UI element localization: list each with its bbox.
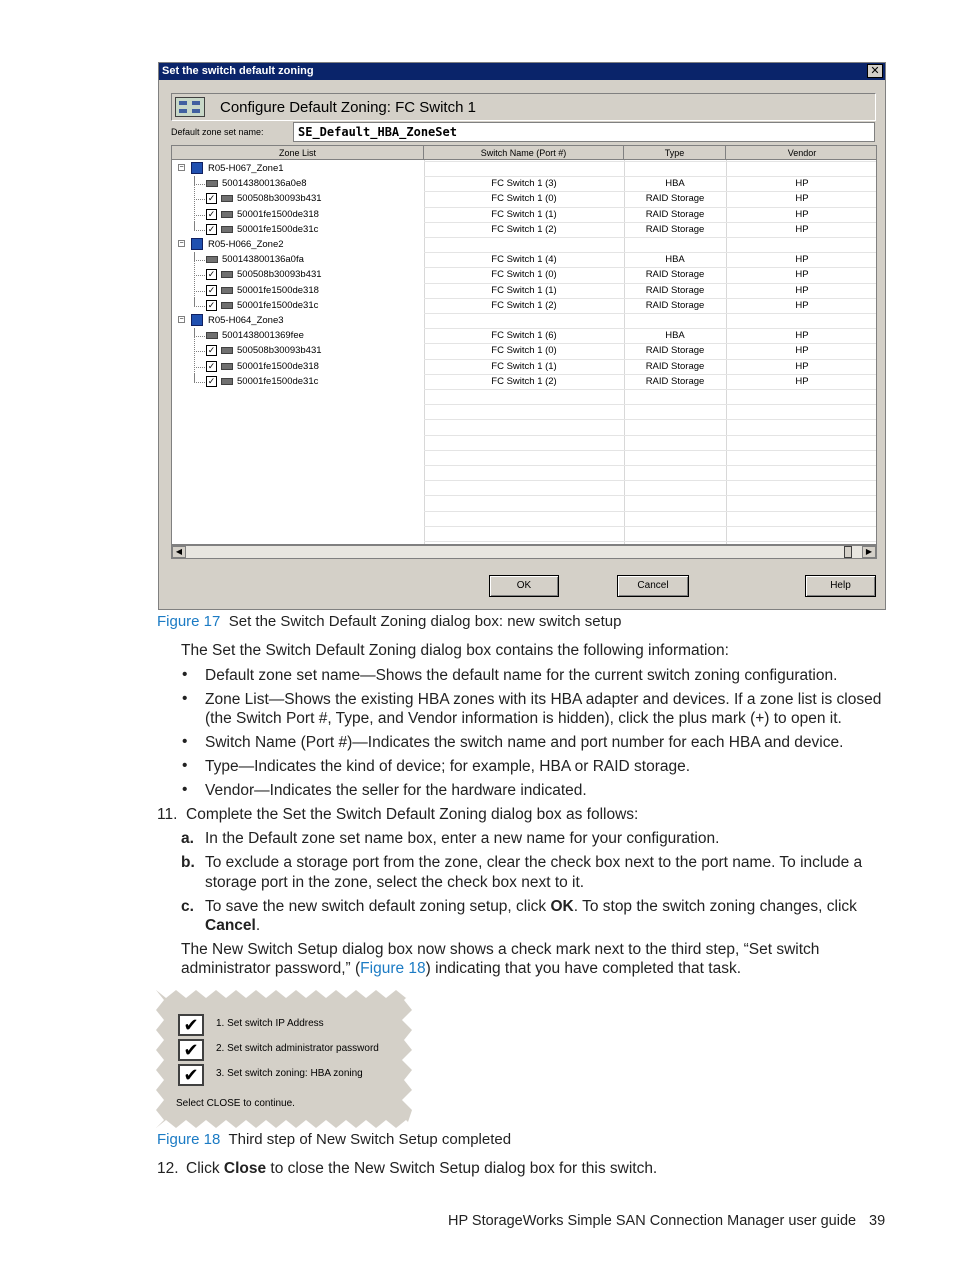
- step-c-text: To save the new switch default zoning setup, click OK. To stop the switch zoning changes, click: [205, 898, 857, 915]
- storage-icon: [221, 226, 233, 233]
- hba-icon: [206, 256, 218, 263]
- step-b-text-cont: storage port in the zone, select the check box next to it.: [205, 874, 585, 891]
- storage-icon: [221, 363, 233, 370]
- zoning-icon: [175, 97, 205, 117]
- zone-name: R05-H067_Zone1: [208, 163, 284, 174]
- zone-list-cell: [172, 267, 424, 282]
- zone-list-cell: [172, 283, 424, 298]
- hba-icon: [206, 180, 218, 187]
- figure-18-text: Third step of New Switch Setup completed: [228, 1131, 512, 1148]
- dialog-header: [171, 93, 876, 121]
- vendor-cell: HP: [795, 299, 809, 311]
- hba-icon: [206, 332, 218, 339]
- device-wwn: 50001fe1500de318: [237, 208, 319, 220]
- column-header-switch-name[interactable]: Switch Name (Port #): [424, 146, 624, 160]
- storage-icon: [221, 287, 233, 294]
- device-row[interactable]: [172, 176, 877, 191]
- zone-list-cell: [172, 176, 424, 191]
- step-a-text: In the Default zone set name box, enter a new name for your configuration.: [205, 830, 720, 847]
- zone-row[interactable]: [172, 161, 877, 176]
- zone-list-cell: [172, 374, 424, 389]
- port-checkbox[interactable]: ✓: [207, 360, 216, 371]
- port-checkbox[interactable]: ✓: [207, 284, 216, 295]
- switch-name-cell: FC Switch 1 (2): [491, 299, 557, 311]
- zoning-dialog: [158, 62, 886, 610]
- zone-row[interactable]: [172, 237, 877, 252]
- dialog-title: Set the switch default zoning: [162, 65, 314, 77]
- device-row[interactable]: [172, 328, 877, 343]
- horizontal-scrollbar[interactable]: [171, 545, 877, 559]
- port-checkbox[interactable]: ✓: [207, 269, 216, 280]
- device-wwn: 50001fe1500de31c: [237, 375, 319, 387]
- step-b-label: b.: [181, 854, 195, 871]
- scroll-thumb[interactable]: [844, 546, 852, 558]
- zone-list-cell: [172, 252, 424, 267]
- step-11-number: 11.: [157, 806, 178, 823]
- figure-18-caption: [157, 1131, 511, 1148]
- step-12-number: 12.: [157, 1160, 179, 1177]
- type-cell: RAID Storage: [645, 299, 705, 311]
- vendor-cell: HP: [795, 375, 809, 387]
- device-wwn: 50001fe1500de318: [237, 360, 319, 372]
- switch-name-cell: FC Switch 1 (2): [491, 223, 557, 235]
- step-c-text-cont: Cancel.: [205, 917, 261, 934]
- device-wwn: 500508b30093b431: [237, 193, 322, 205]
- storage-icon: [221, 302, 233, 309]
- device-wwn: 50001fe1500de318: [237, 284, 319, 296]
- scroll-right-icon[interactable]: ▶: [862, 546, 876, 558]
- storage-icon: [221, 271, 233, 278]
- bullet-vendor: Vendor—Indicates the seller for the hardware indicated.: [205, 782, 587, 799]
- zone-name: R05-H066_Zone2: [208, 239, 284, 250]
- type-cell: HBA: [665, 178, 685, 190]
- device-wwn: 500508b30093b431: [237, 269, 322, 281]
- device-row[interactable]: [172, 191, 877, 206]
- device-row[interactable]: [172, 283, 877, 298]
- scroll-left-icon[interactable]: ◀: [172, 546, 186, 558]
- vendor-cell: HP: [795, 208, 809, 220]
- zone-list-cell: [172, 191, 424, 206]
- vendor-cell: HP: [795, 223, 809, 235]
- ok-button[interactable]: OK: [489, 575, 559, 597]
- vendor-cell: HP: [795, 269, 809, 281]
- vendor-cell: HP: [795, 360, 809, 372]
- port-checkbox[interactable]: ✓: [207, 375, 216, 386]
- zone-list-cell: [172, 343, 424, 358]
- new-switch-setup-excerpt: [156, 990, 414, 1128]
- device-row[interactable]: [172, 267, 877, 282]
- type-cell: RAID Storage: [645, 360, 705, 372]
- storage-icon: [221, 195, 233, 202]
- zone-icon: [191, 162, 203, 174]
- dialog-title-bar: [159, 63, 885, 80]
- step-1-text: 1. Set switch IP Address: [216, 1018, 324, 1029]
- after-text-line1: The New Switch Setup dialog box now shows a check mark next to the third step, “Set switch: [181, 941, 820, 958]
- vendor-cell: HP: [795, 254, 809, 266]
- bullet-type: Type—Indicates the kind of device; for example, HBA or RAID storage.: [205, 758, 691, 775]
- type-cell: RAID Storage: [645, 269, 705, 281]
- zone-list-cell: [172, 207, 424, 222]
- step-12-text: Click Close to close the New Switch Setup dialog box for this switch.: [186, 1160, 658, 1177]
- zone-icon: [191, 314, 203, 326]
- step-3-checkbox[interactable]: ✔: [178, 1064, 204, 1086]
- vendor-cell: HP: [795, 178, 809, 190]
- zone-list-cell: [172, 359, 424, 374]
- device-wwn: 500143800136a0e8: [222, 178, 307, 190]
- figure-18-link[interactable]: Figure 18: [360, 960, 426, 977]
- storage-icon: [221, 211, 233, 218]
- column-header-vendor[interactable]: Vendor: [726, 146, 877, 160]
- zone-set-name-label: Default zone set name:: [171, 127, 264, 137]
- zone-list-cell: [172, 298, 424, 313]
- device-wwn: 500508b30093b431: [237, 345, 322, 357]
- type-cell: RAID Storage: [645, 375, 705, 387]
- dialog-header-title: Configure Default Zoning: FC Switch 1: [220, 99, 476, 116]
- close-icon[interactable]: ✕: [867, 64, 883, 78]
- switch-name-cell: FC Switch 1 (1): [491, 284, 557, 296]
- switch-name-cell: FC Switch 1 (2): [491, 375, 557, 387]
- step-3-text: 3. Set switch zoning: HBA zoning: [216, 1068, 363, 1079]
- bullet-zone-set-name: Default zone set name—Shows the default name for the current switch zoning configuration.: [205, 667, 838, 684]
- vendor-cell: HP: [795, 330, 809, 342]
- figure-17-caption: [157, 613, 621, 630]
- type-cell: RAID Storage: [645, 208, 705, 220]
- switch-name-cell: FC Switch 1 (1): [491, 360, 557, 372]
- bullet-switch-name: Switch Name (Port #)—Indicates the switch name and port number for each HBA and device.: [205, 734, 844, 751]
- vendor-cell: HP: [795, 193, 809, 205]
- step-a-label: a.: [181, 830, 194, 847]
- type-cell: RAID Storage: [645, 193, 705, 205]
- device-row[interactable]: [172, 207, 877, 222]
- step-2-checkbox[interactable]: ✔: [178, 1039, 204, 1061]
- footer-guide-title: HP StorageWorks Simple SAN Connection Manager user guide: [448, 1213, 857, 1229]
- device-row[interactable]: [172, 252, 877, 267]
- step-c-label: c.: [181, 898, 194, 915]
- collapse-icon[interactable]: −: [179, 240, 184, 247]
- port-checkbox[interactable]: ✓: [207, 193, 216, 204]
- device-wwn: 500143800136a0fa: [222, 254, 304, 266]
- vendor-cell: HP: [795, 345, 809, 357]
- device-wwn: 5001438001369fee: [222, 330, 304, 342]
- column-header-type[interactable]: Type: [624, 146, 726, 160]
- setup-footer-text: Select CLOSE to continue.: [176, 1098, 295, 1109]
- switch-name-cell: FC Switch 1 (0): [491, 269, 557, 281]
- switch-name-cell: FC Switch 1 (4): [491, 254, 557, 266]
- port-checkbox[interactable]: ✓: [207, 208, 216, 219]
- step-11-text: Complete the Set the Switch Default Zoning dialog box as follows:: [186, 806, 639, 823]
- type-cell: HBA: [665, 330, 685, 342]
- zone-list-cell: [172, 222, 424, 237]
- device-wwn: 50001fe1500de31c: [237, 299, 319, 311]
- intro-text: The Set the Switch Default Zoning dialog box contains the following information:: [181, 642, 729, 659]
- figure-17-text: Set the Switch Default Zoning dialog box: new switch setup: [228, 613, 622, 630]
- figure-17-label: Figure 17: [157, 613, 221, 630]
- switch-name-cell: FC Switch 1 (6): [491, 330, 557, 342]
- port-checkbox[interactable]: ✓: [207, 223, 216, 234]
- switch-name-cell: FC Switch 1 (1): [491, 208, 557, 220]
- figure-18-label: Figure 18: [157, 1131, 221, 1148]
- zone-list-cell: [172, 313, 424, 328]
- bullet-zone-list-cont: (the Switch Port #, Type, and Vendor information is hidden), click the plus mark (+) to open it.: [205, 710, 842, 727]
- port-checkbox[interactable]: ✓: [207, 299, 216, 310]
- type-cell: RAID Storage: [645, 345, 705, 357]
- switch-name-cell: FC Switch 1 (0): [491, 345, 557, 357]
- zone-grid: [171, 145, 877, 545]
- switch-name-cell: FC Switch 1 (0): [491, 193, 557, 205]
- zone-icon: [191, 238, 203, 250]
- cancel-button[interactable]: Cancel: [617, 575, 689, 597]
- zone-row[interactable]: [172, 313, 877, 328]
- after-text-line2: administrator password,” (Figure 18) indicating that you have completed that task.: [181, 960, 742, 977]
- device-row[interactable]: [172, 298, 877, 313]
- switch-name-cell: FC Switch 1 (3): [491, 178, 557, 190]
- page-number: 39: [869, 1213, 886, 1229]
- device-row[interactable]: [172, 343, 877, 358]
- step-2-text: 2. Set switch administrator password: [216, 1043, 379, 1054]
- device-row[interactable]: [172, 359, 877, 374]
- vendor-cell: HP: [795, 284, 809, 296]
- storage-icon: [221, 347, 233, 354]
- device-row[interactable]: [172, 222, 877, 237]
- zone-list-cell: [172, 237, 424, 252]
- column-header-zone-list[interactable]: Zone List: [172, 146, 424, 160]
- collapse-icon[interactable]: −: [179, 164, 184, 171]
- type-cell: RAID Storage: [645, 284, 705, 296]
- device-wwn: 50001fe1500de31c: [237, 223, 319, 235]
- device-row[interactable]: [172, 374, 877, 389]
- step-b-text: To exclude a storage port from the zone, clear the check box next to the port name. To include a: [205, 854, 863, 871]
- step-1-checkbox[interactable]: ✔: [178, 1014, 204, 1036]
- type-cell: HBA: [665, 254, 685, 266]
- storage-icon: [221, 378, 233, 385]
- collapse-icon[interactable]: −: [179, 316, 184, 323]
- zone-list-cell: [172, 161, 424, 176]
- help-button[interactable]: Help: [805, 575, 876, 597]
- zone-set-name-input[interactable]: SE_Default_HBA_ZoneSet: [293, 122, 875, 142]
- bullet-zone-list: Zone List—Shows the existing HBA zones with its HBA adapter and devices. If a zone list is closed: [205, 691, 882, 708]
- zone-list-cell: [172, 328, 424, 343]
- zone-name: R05-H064_Zone3: [208, 315, 284, 326]
- port-checkbox[interactable]: ✓: [207, 345, 216, 356]
- type-cell: RAID Storage: [645, 223, 705, 235]
